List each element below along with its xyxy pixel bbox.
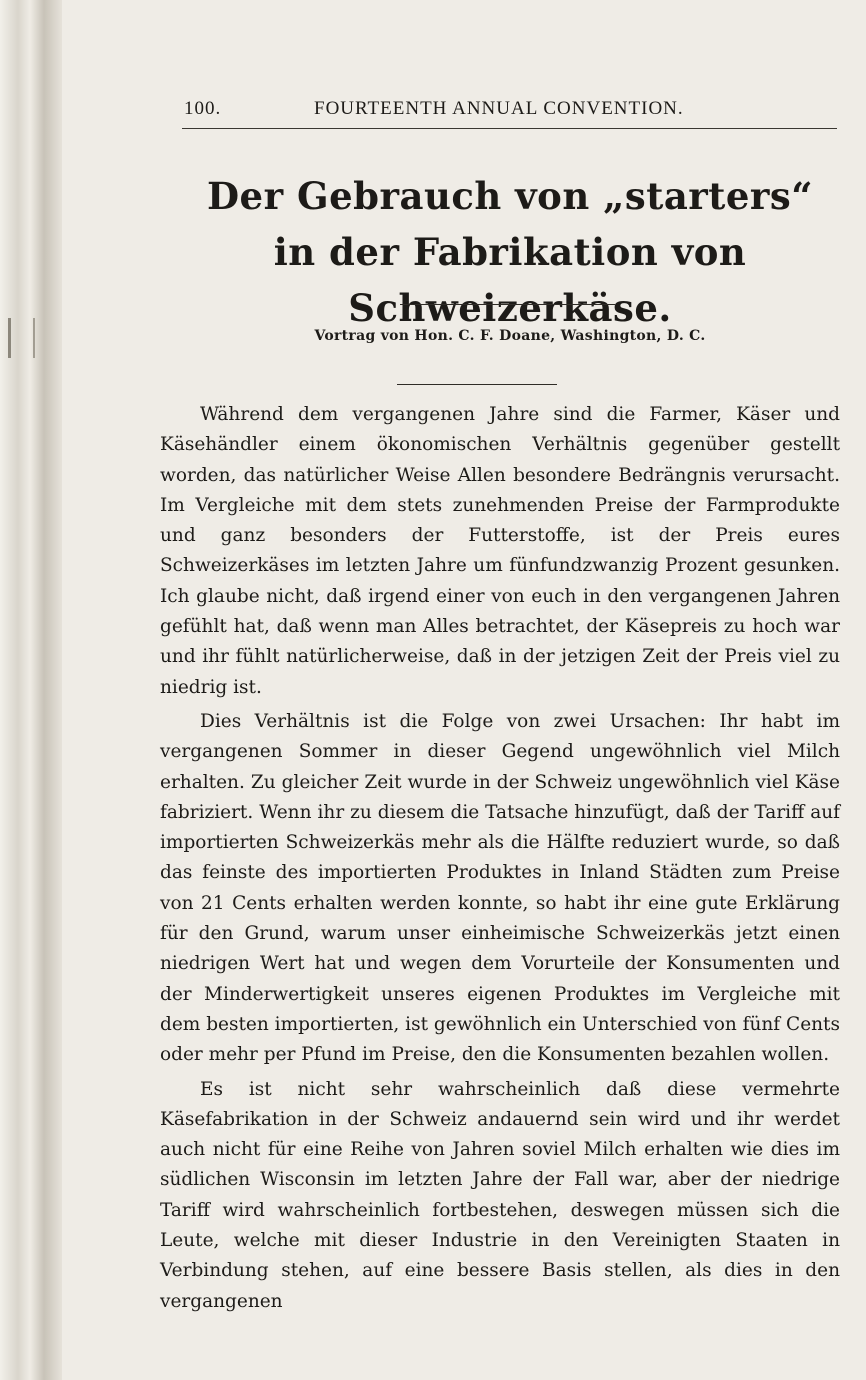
- running-head-title: FOURTEENTH ANNUAL CONVENTION.: [314, 98, 684, 119]
- article-byline: Vortrag von Hon. C. F. Doane, Washington, D. C.: [314, 328, 706, 344]
- article-body: [160, 400, 840, 1321]
- byline-rule: [397, 384, 557, 385]
- paragraph: Es ist nicht sehr wahrscheinlich daß diese vermehrte Käsefabrikation in der Schweiz andauernd sein wird und ihr werdet auch nicht für eine Reihe von Jahren soviel Milch erhalten wie dies im südlichen Wisconsin im letzten Jahre der Fall war, aber der niedrige Tariff wird wahrscheinlich fortbestehen, deswegen müssen sich die Leute, welche mit dieser Industrie in den Vereinigten Staaten in Verbindung stehen, auf eine bessere Basis stellen, als dies in den vergangenen: [160, 1078, 840, 1312]
- page-number: 100.: [184, 98, 222, 119]
- running-head: [182, 98, 837, 126]
- running-head-rule: [182, 128, 837, 129]
- binding-mark: [8, 318, 35, 358]
- paragraph: Dies Verhältnis ist die Folge von zwei Ursachen: Ihr habt im vergangenen Sommer in dieser Gegend ungewöhnlich viel Milch erhalten. Zu gleicher Zeit wurde in der Schweiz ungewöhnlich viel Käse fabriziert. Wenn ihr zu diesem die Tatsache hinzufügt, daß der Tariff auf importierten Schweizerkäs mehr als die Hälfte reduziert wurde, so daß das feinste des importierten Produktes in Inland Städten zum Preise von 21 Cents erhalten werden konnte, so habt ihr eine gute Erklärung für den Grund, warum unser einheimische Schweizerkäs jetzt einen niedrigen Wert hat und wegen dem Vorurteile der Konsumenten und der Minderwertigkeit unseres eigenen Produktes im Vergleiche mit dem besten importierten, ist gewöhnlich ein Unterschied von fünf Cents oder mehr per Pfund im Preise, den die Konsumenten bezahlen wollen.: [160, 710, 840, 1066]
- title-rule: [400, 304, 615, 305]
- paragraph: Während dem vergangenen Jahre sind die Farmer, Käser und Käsehändler einem ökonomischen Verhältnis gegenüber gestellt worden, das natürlicher Weise Allen besondere Bedrängnis verursacht. Im Vergleiche mit dem stets zunehmenden Preise der Farmprodukte und ganz besonders der Futterstoffe, ist der Preis eures Schweizerkäses im letzten Jahre um fünfundzwanzig Prozent gesunken. Ich glaube nicht, daß irgend einer von euch in den vergangenen Jahren gefühlt hat, daß wenn man Alles betrachtet, der Käsepreis zu hoch war und ihr fühlt natürlicherweise, daß in der jetzigen Zeit der Preis viel zu niedrig ist.: [160, 404, 840, 698]
- article-title: Der Gebrauch von „starters“ in der Fabrikation von Schweizerkäse.: [206, 174, 814, 330]
- book-binding-gutter: [0, 0, 62, 1380]
